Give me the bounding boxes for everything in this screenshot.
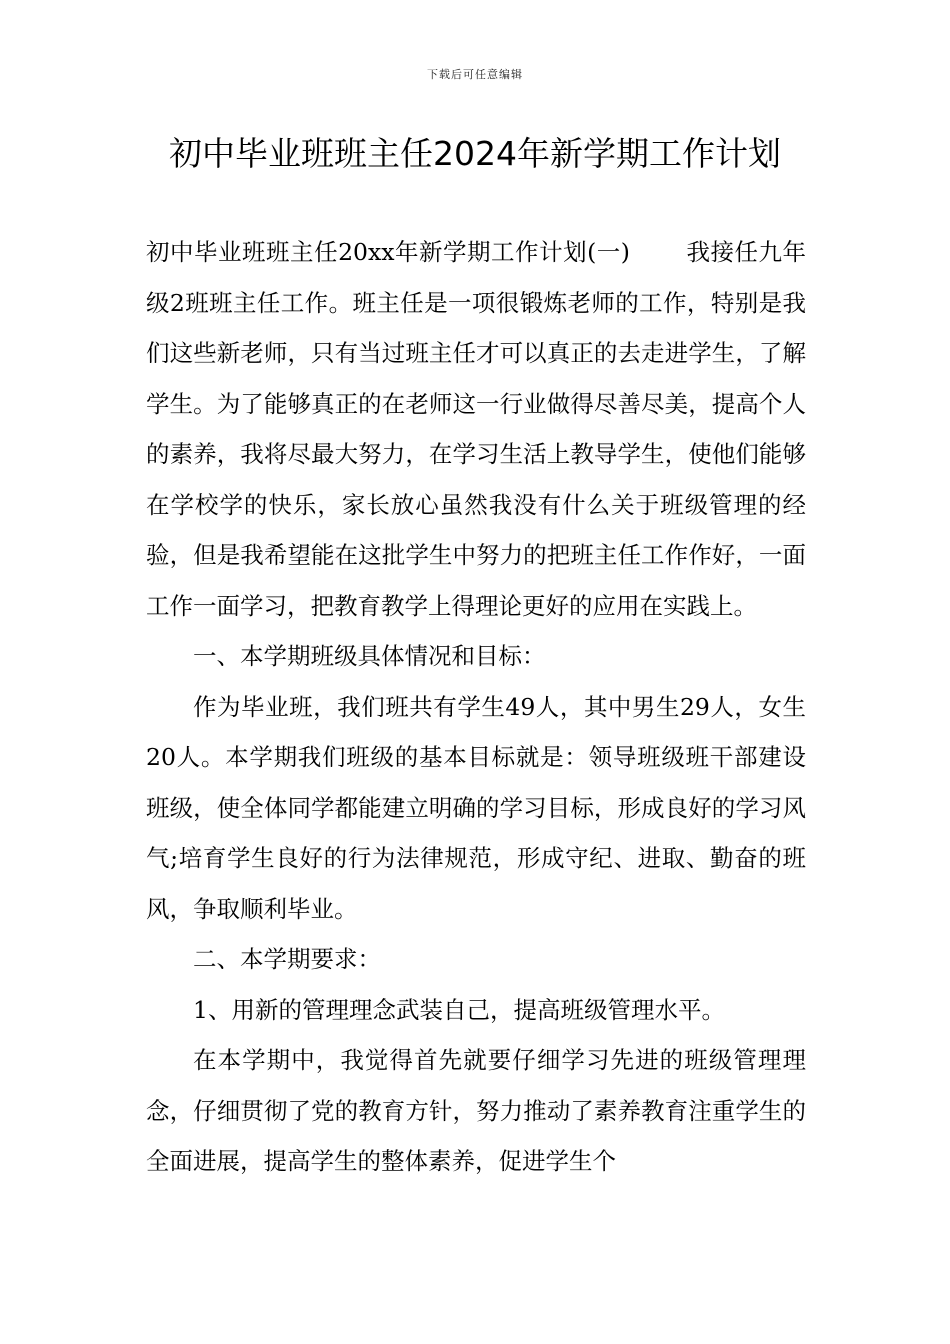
section2-heading: 二、本学期要求：	[193, 945, 381, 973]
item1-body: 在本学期中，我觉得首先就要仔细学习先进的班级管理理念，仔细贯彻了党的教育方针，努力推动了素养教育注重学生的全面进展，提高学生的整体素养，促进学生个	[146, 1046, 806, 1175]
item1-heading: 1、用新的管理理念武装自己，提高班级管理水平。	[193, 995, 725, 1024]
intro-body: 我接任九年级2班班主任工作。班主任是一项很锻炼老师的工作，特别是我们这些新老师，只有当过班主任才可以真正的去走进学生，了解学生。为了能够真正的在老师这一行业做得尽善尽美，提高个人的素养，我将尽最大努力，在学习生活上教导学生，使他们能够在学校学的快乐，家长放心虽然我没有什么关于班级管理的经验，但是我希望能在这批学生中努力的把班主任工作作好，一面工作一面学习，把教育教学上得理论更好的应用在实践上。	[146, 238, 807, 620]
intro-heading: 初中毕业班班主任20xx年新学期工作计划(一)	[146, 238, 630, 266]
section1-heading: 一、本学期班级具体情况和目标：	[193, 642, 546, 670]
intro-paragraph	[146, 227, 806, 631]
page-header-note: 下载后可任意编辑	[427, 68, 523, 81]
document-title: 初中毕业班班主任2024年新学期工作计划	[169, 134, 781, 173]
section1-body: 作为毕业班，我们班共有学生49人，其中男生29人，女生20人。本学期我们班级的基本目标就是：领导班级班干部建设班级，使全体同学都能建立明确的学习目标，形成良好的学习风气;培育学生良好的行为法律规范，形成守纪、进取、勤奋的班风，争取顺利毕业。	[146, 692, 806, 923]
document-body	[146, 227, 806, 1187]
